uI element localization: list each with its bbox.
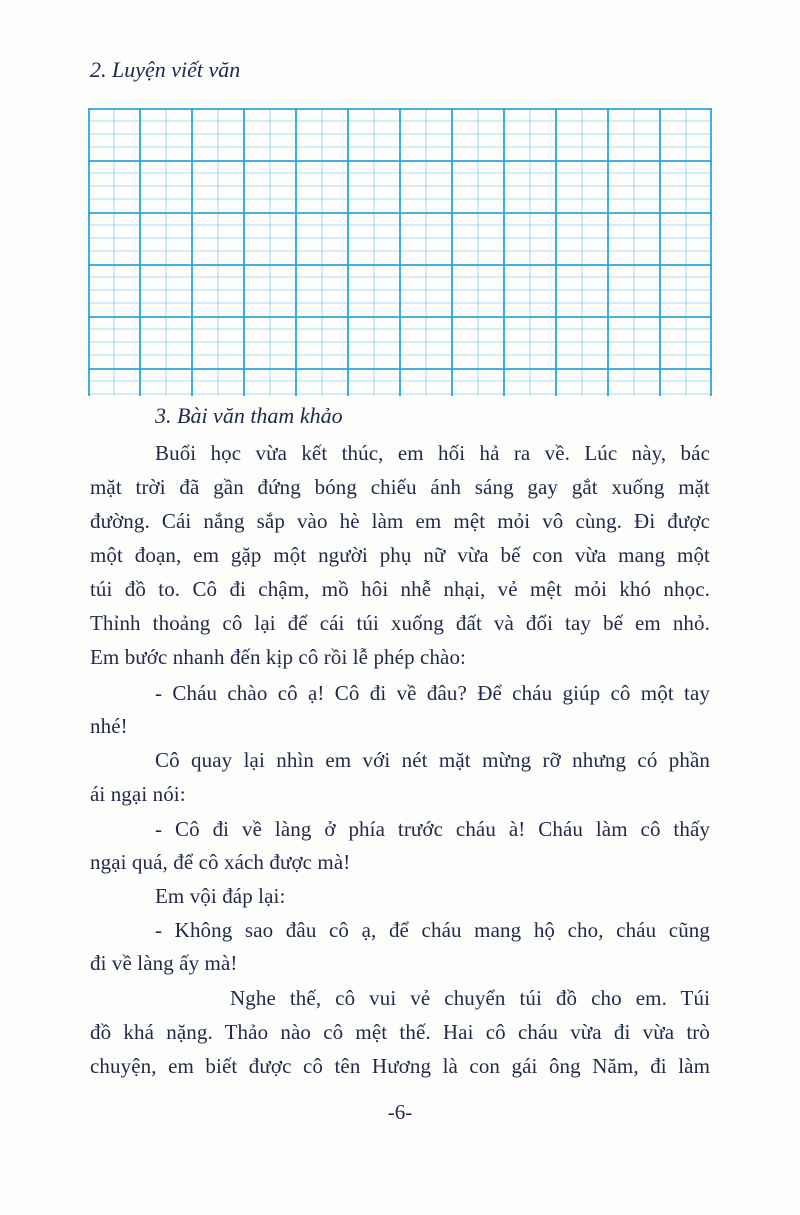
essay-line: một đoạn, em gặp một người phụ nữ vừa bế con vừa mang một [90, 543, 710, 567]
writing-practice-grid [88, 108, 712, 396]
essay-line: Thỉnh thoảng cô lại để cái túi xuống đất và đổi tay bế em nhỏ. [90, 611, 710, 635]
essay-line: Nghe thế, cô vui vẻ chuyển túi đồ cho em. Túi [230, 986, 710, 1010]
page-number: -6- [387, 1100, 413, 1124]
section-3-title: 3. Bài văn tham khảo [155, 403, 343, 428]
essay-line: mặt trời đã gần đứng bóng chiếu ánh sáng gay gắt xuống mặt [90, 475, 710, 499]
essay-line: nhé! [90, 714, 128, 738]
essay-line: - Cháu chào cô ạ! Cô đi về đâu? Để cháu giúp cô một tay [155, 681, 710, 705]
essay-line: - Cô đi về làng ở phía trước cháu à! Cháu làm cô thấy [155, 817, 710, 841]
essay-line: Em vội đáp lại: [155, 884, 286, 908]
essay-line: Cô quay lại nhìn em với nét mặt mừng rỡ nhưng có phần [155, 748, 710, 772]
essay-line: - Không sao đâu cô ạ, để cháu mang hộ cho, cháu cũng [155, 918, 710, 942]
essay-line: ái ngại nói: [90, 782, 186, 806]
essay-line: Buổi học vừa kết thúc, em hối hả ra về. Lúc này, bác [155, 441, 710, 465]
essay-line: đường. Cái nắng sắp vào hè làm em mệt mỏi vô cùng. Đi được [90, 509, 710, 533]
essay-line: túi đồ to. Cô đi chậm, mồ hôi nhễ nhại, vẻ mệt mỏi khó nhọc. [90, 577, 710, 601]
essay-line: Em bước nhanh đến kịp cô rồi lễ phép chào: [90, 645, 466, 669]
essay-line: chuyện, em biết được cô tên Hương là con gái ông Năm, đi làm [90, 1054, 710, 1078]
essay-line: đồ khá nặng. Thảo nào cô mệt thế. Hai cô cháu vừa đi vừa trò [90, 1020, 710, 1044]
essay-line: ngại quá, để cô xách được mà! [90, 850, 351, 874]
essay-line: đi về làng ấy mà! [90, 951, 238, 975]
section-2-title: 2. Luyện viết văn [90, 57, 241, 82]
